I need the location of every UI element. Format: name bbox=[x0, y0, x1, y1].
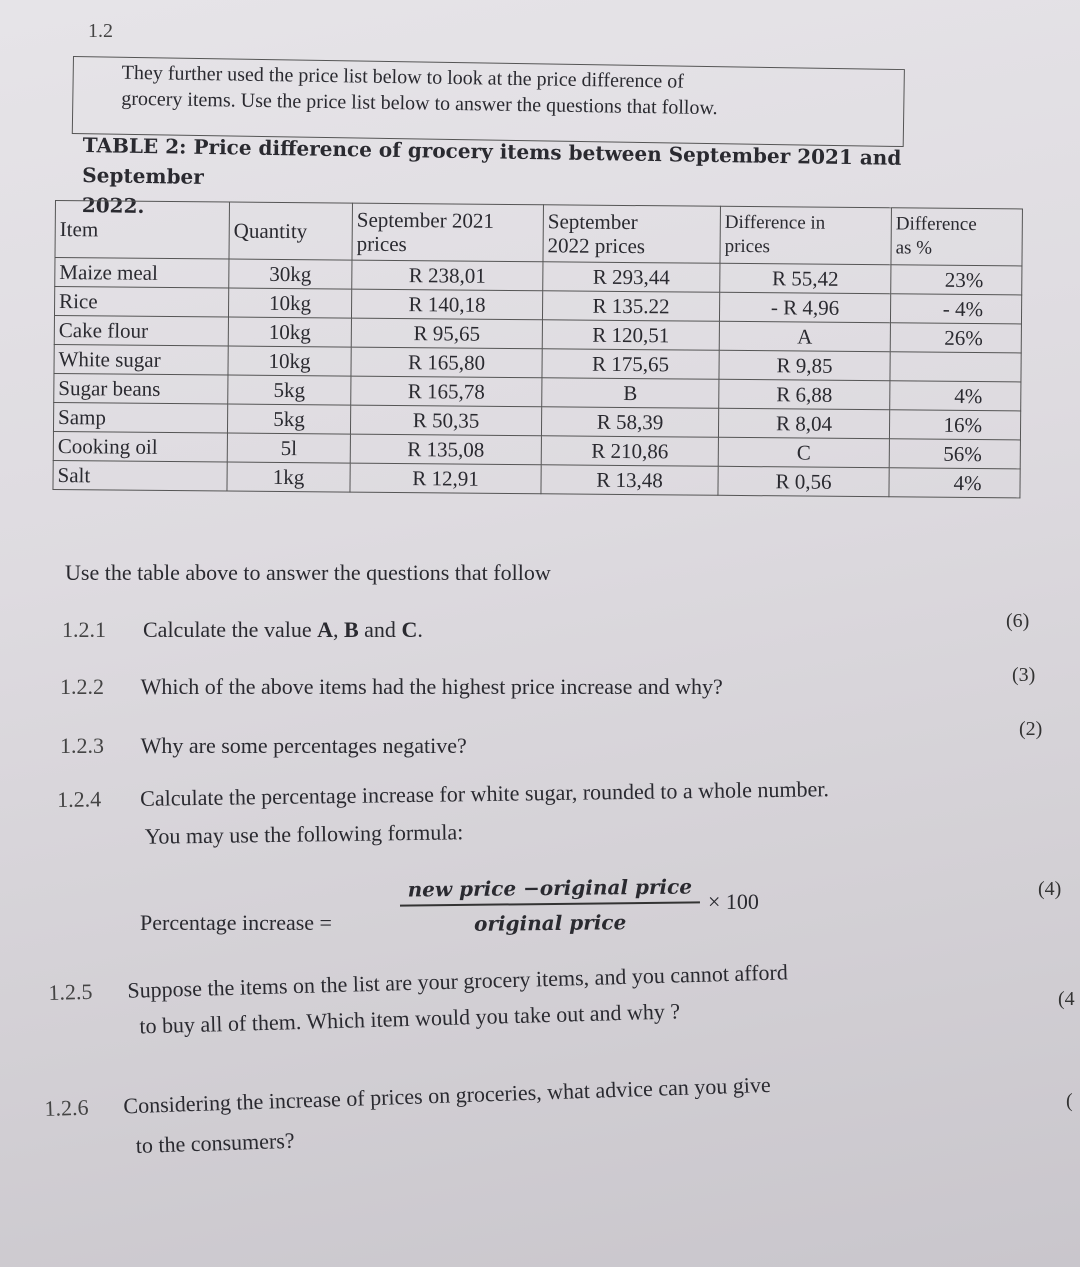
question-1-2-5: 1.2.5 Suppose the items on the list are your grocery items, and you cannot afford to buy all of them. Which item would you take out and why ? bbox=[48, 959, 789, 1039]
cell-sep-2021: R 12,91 bbox=[350, 463, 541, 494]
question-number: 1.2.2 bbox=[60, 674, 104, 699]
cell-difference: R 9,85 bbox=[719, 350, 890, 380]
cell-difference-pct: 56% bbox=[889, 439, 1020, 469]
cell-difference-pct: 4% bbox=[889, 468, 1020, 498]
cell-quantity: 10kg bbox=[228, 346, 351, 376]
header-item: Item bbox=[55, 201, 229, 260]
cell-sep-2022: R 293,44 bbox=[543, 262, 720, 293]
question-1-2-3: 1.2.3 Why are some percentages negative? bbox=[60, 733, 467, 758]
cell-item: Cooking oil bbox=[53, 431, 227, 462]
cell-sep-2021: R 165,78 bbox=[351, 376, 542, 407]
cell-sep-2021: R 238,01 bbox=[352, 260, 543, 291]
cell-sep-2021: R 140,18 bbox=[351, 289, 542, 320]
cell-item: Salt bbox=[53, 460, 227, 491]
cell-difference-pct: 4% bbox=[890, 381, 1021, 411]
price-table-wrapper bbox=[52, 200, 1022, 498]
header-difference: Difference in prices bbox=[720, 206, 891, 264]
marks-1-2-1: (6) bbox=[1006, 610, 1030, 632]
cell-item: Cake flour bbox=[54, 315, 228, 346]
cell-difference-pct: 26% bbox=[890, 323, 1021, 353]
cell-sep-2022: R 175,65 bbox=[542, 349, 719, 380]
formula-numerator: new price −original price bbox=[407, 874, 693, 902]
formula-fraction bbox=[400, 874, 701, 936]
cell-sep-2021: R 95,65 bbox=[351, 318, 542, 349]
cell-quantity: 10kg bbox=[228, 288, 351, 318]
price-table bbox=[52, 200, 1022, 498]
marks-1-2-6: ( bbox=[1066, 1090, 1073, 1112]
question-1-2-6: 1.2.6 Considering the increase of prices on groceries, what advice can you give to the consumers? bbox=[44, 1071, 772, 1158]
cell-sep-2022: R 135.22 bbox=[542, 291, 719, 322]
cell-sep-2021: R 165,80 bbox=[351, 347, 542, 378]
section-number: 1.2 bbox=[88, 20, 113, 42]
question-1-2-2: 1.2.2 Which of the above items had the highest price increase and why? bbox=[60, 674, 723, 699]
cell-quantity: 5kg bbox=[228, 375, 351, 405]
cell-sep-2022: R 210,86 bbox=[541, 436, 718, 467]
cell-difference: A bbox=[719, 321, 890, 351]
marks-1-2-4: (4) bbox=[1038, 878, 1062, 900]
formula-multiplier: × 100 bbox=[708, 889, 759, 914]
table-caption-line-1: TABLE 2: Price difference of grocery items between September 2021 and September bbox=[82, 132, 902, 189]
header-quantity: Quantity bbox=[229, 202, 352, 260]
cell-quantity: 5l bbox=[227, 433, 350, 463]
question-number: 1.2.1 bbox=[62, 617, 106, 642]
formula-lhs: Percentage increase = bbox=[140, 910, 332, 935]
instruction-text: Use the table above to answer the questions that follow bbox=[65, 560, 551, 585]
cell-difference: R 55,42 bbox=[720, 263, 891, 293]
header-sep-2022: September 2022 prices bbox=[543, 205, 720, 264]
cell-difference: C bbox=[718, 437, 889, 467]
cell-difference-pct: 23% bbox=[891, 265, 1022, 295]
question-1-2-1: 1.2.1 Calculate the value A, B and C. bbox=[62, 617, 423, 642]
cell-difference: R 0,56 bbox=[718, 466, 889, 496]
cell-sep-2022: R 13,48 bbox=[541, 465, 718, 496]
cell-item: Sugar beans bbox=[54, 373, 228, 404]
question-number: 1.2.5 bbox=[48, 978, 93, 1005]
cell-quantity: 10kg bbox=[228, 317, 351, 347]
intro-line-2: grocery items. Use the price list below to answer the questions that follow. bbox=[121, 87, 718, 120]
cell-difference-pct bbox=[890, 352, 1021, 382]
cell-sep-2021: R 50,35 bbox=[350, 405, 541, 436]
cell-difference: R 6,88 bbox=[719, 379, 890, 409]
cell-difference-pct: 16% bbox=[889, 410, 1020, 440]
cell-sep-2022: B bbox=[542, 378, 719, 409]
cell-item: Samp bbox=[53, 402, 227, 433]
intro-line-1: They further used the price list below to look at the price difference of bbox=[121, 61, 685, 93]
formula-denominator: original price bbox=[473, 910, 627, 936]
question-number: 1.2.6 bbox=[44, 1094, 89, 1121]
cell-item: Rice bbox=[54, 287, 228, 318]
cell-difference: R 8,04 bbox=[718, 408, 889, 438]
cell-quantity: 30kg bbox=[229, 259, 352, 289]
cell-quantity: 1kg bbox=[227, 462, 350, 492]
cell-difference: - R 4,96 bbox=[719, 292, 890, 322]
question-1-2-4: 1.2.4 Calculate the percentage increase for white sugar, rounded to a whole number. You may use the following formula: bbox=[57, 776, 830, 849]
fraction-bar bbox=[400, 901, 700, 906]
cell-item: Maize meal bbox=[55, 258, 229, 289]
cell-difference-pct: - 4% bbox=[890, 294, 1021, 324]
cell-sep-2021: R 135,08 bbox=[350, 434, 541, 465]
header-sep-2021: September 2021 prices bbox=[352, 203, 543, 262]
marks-1-2-2: (3) bbox=[1012, 664, 1036, 686]
marks-1-2-3: (2) bbox=[1019, 718, 1043, 740]
cell-quantity: 5kg bbox=[227, 404, 350, 434]
question-number: 1.2.4 bbox=[57, 786, 102, 812]
table-caption-line-2: 2022. bbox=[81, 192, 145, 218]
header-difference-pct: Difference as % bbox=[891, 208, 1022, 266]
cell-item: White sugar bbox=[54, 344, 228, 375]
table-header-row bbox=[55, 201, 1022, 266]
cell-sep-2022: R 120,51 bbox=[542, 320, 719, 351]
marks-1-2-5: (4 bbox=[1058, 988, 1075, 1010]
cell-sep-2022: R 58,39 bbox=[541, 407, 718, 438]
question-number: 1.2.3 bbox=[60, 733, 104, 758]
